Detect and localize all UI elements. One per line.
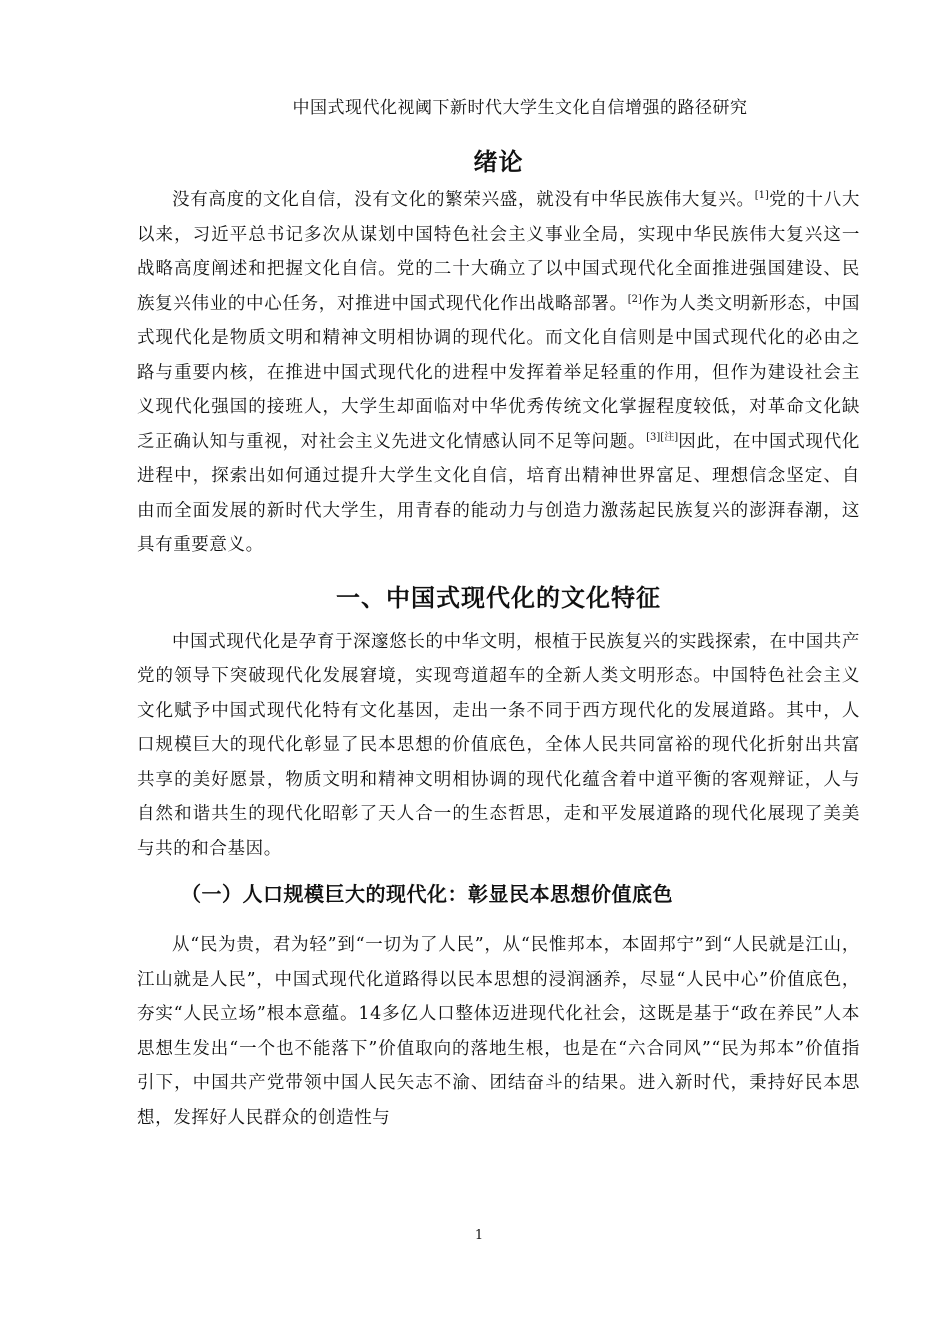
- page-number: 1: [474, 1228, 484, 1243]
- citation-3: [3][注]: [646, 431, 679, 443]
- intro-paragraph: [137, 183, 860, 563]
- intro-text-2: 党的十八大以来，习近平总书记多次从谋划中国特色社会主义事业全局，实现中华民族伟大复兴这一战略高度阐述和把握文化自信。党的二十大确立了以中国式现代化全面推进强国建设、民族复兴伟业的中心任务，对推进中国式现代化作出战略部署。: [137, 190, 860, 314]
- running-header: 中国式现代化视阈下新时代大学生文化自信增强的路径研究: [292, 98, 748, 118]
- section-1-paragraph: 从“民为贵，君为轻”到“一切为了人民”，从“民惟邦本，本固邦宁”到“人民就是江山，江山就是人民”，中国式现代化道路得以民本思想的浸润涵养，尽显“人民中心”价值底色，夯实“人民立场”根本意蕴。14多亿人口整体迈进现代化社会，这既是基于“政在养民”人本思想生发出“一个也不能落下”价值取向的落地生根，也是在“六合同风”“民为邦本”价值指引下，中国共产党带领中国人民矢志不渝、团结奋斗的结果。进入新时代，秉持好民本思想，发挥好人民群众的创造性与: [137, 935, 860, 1128]
- intro-text-4: 因此，在中国式现代化进程中，探索出如何通过提升大学生文化自信，培育出精神世界富足、理想信念坚定、自由而全面发展的新时代大学生，用青春的能动力与创造力激荡起民族复兴的澎湃春潮，这具有重要意义。: [137, 431, 861, 555]
- chapter-1-title: 一、中国式现代化的文化特征: [336, 583, 661, 612]
- citation-2: [2]: [627, 293, 642, 305]
- intro-title: 绪论: [473, 148, 524, 176]
- section-1-title: （一）人口规模巨大的现代化：彰显民本思想价值底色: [181, 882, 673, 906]
- intro-text-1: 没有高度的文化自信，没有文化的繁荣兴盛，就没有中华民族伟大复兴。: [172, 190, 755, 210]
- page-body: [137, 143, 860, 1135]
- intro-text-3: 作为人类文明新形态，中国式现代化是物质文明和精神文明相协调的现代化。而文化自信则是中国式现代化的必由之路与重要内核，在推进中国式现代化的进程中发挥着举足轻重的作用，但作为建设社会主义现代化强国的接班人，大学生却面临对中华优秀传统文化掌握程度较低，对革命文化缺乏正确认知与重视，对社会主义先进文化情感认同不足等问题。: [137, 293, 861, 452]
- chapter-1-paragraph: 中国式现代化是孕育于深邃悠长的中华文明，根植于民族复兴的实践探索，在中国共产党的领导下突破现代化发展窘境，实现弯道超车的全新人类文明形态。中国特色社会主义文化赋予中国式现代化特有文化基因，走出一条不同于西方现代化的发展道路。其中，人口规模巨大的现代化彰显了民本思想的价值底色，全体人民共同富裕的现代化折射出共富共享的美好愿景，物质文明和精神文明相协调的现代化蕴含着中道平衡的客观辩证，人与自然和谐共生的现代化昭彰了天人合一的生态哲思，走和平发展道路的现代化展现了美美与共的和合基因。: [137, 631, 860, 859]
- citation-1: [1]: [754, 190, 769, 202]
